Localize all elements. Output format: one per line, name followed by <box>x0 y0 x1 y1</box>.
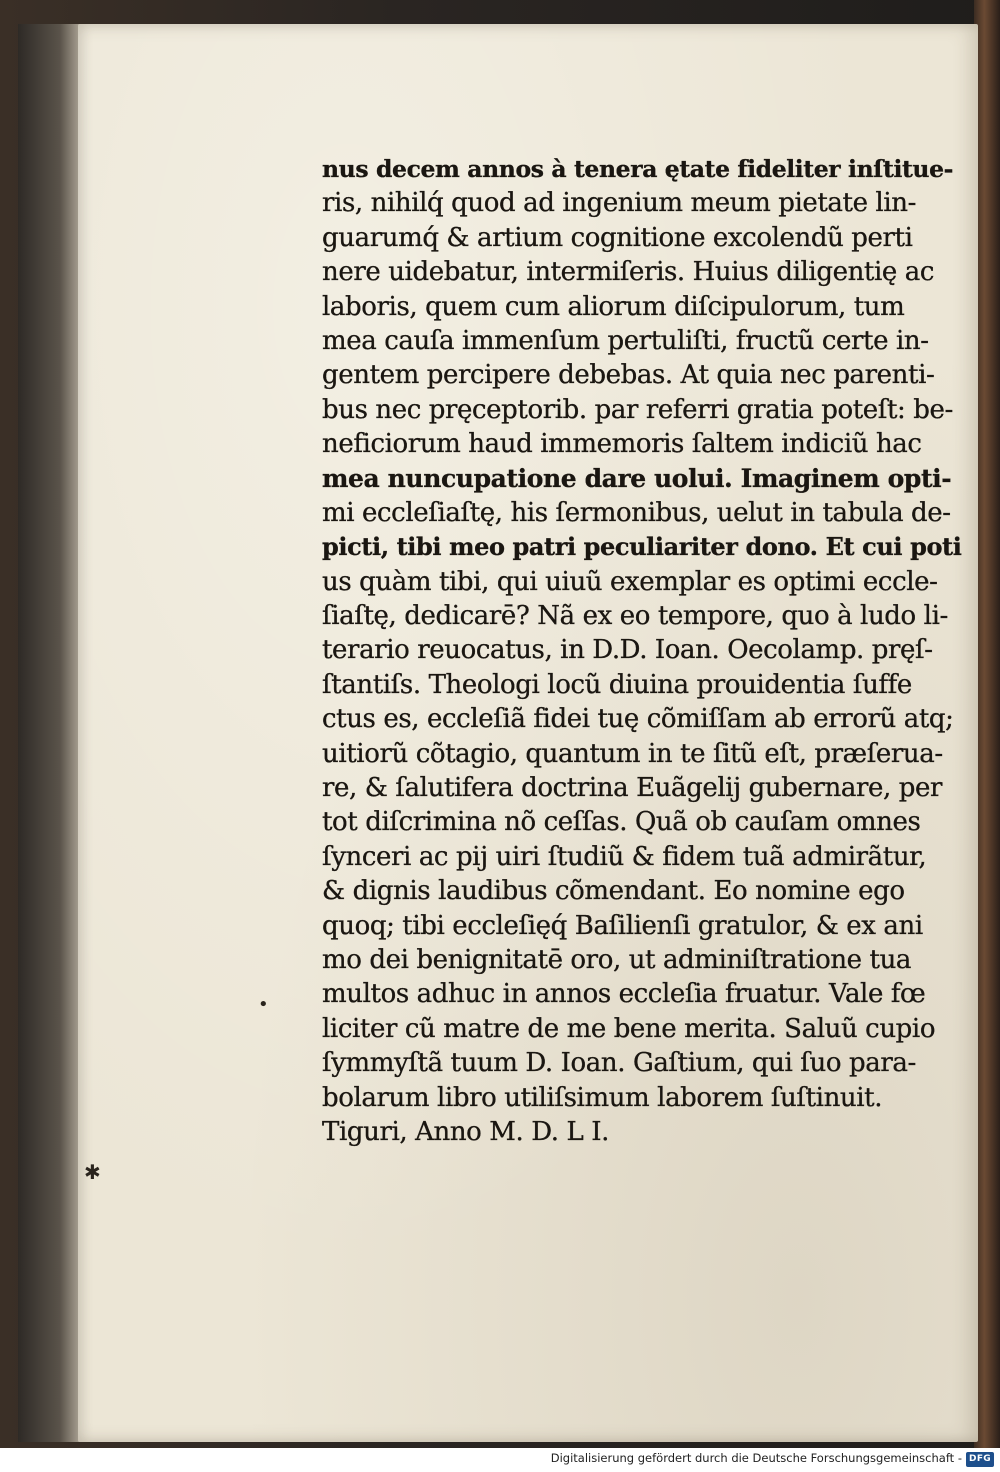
text-line: gentem percipere debebas. At quia nec parenti- <box>322 360 935 391</box>
text-line: liciter cũ matre de me bene merita. Saluũ cupio <box>322 1013 936 1044</box>
text-line: nere uidebatur, intermiſeris. Huius diligentię ac <box>322 257 934 288</box>
text-line: nus decem annos à tenera ętate fideliter inſtitue- <box>322 155 954 183</box>
text-line: ſiaſtę, dedicarē? Nã ex eo tempore, quo à ludo li- <box>322 601 948 632</box>
text-line: uitiorũ cõtagio, quantum in te ſitũ eſt, præſerua- <box>322 738 943 769</box>
text-line: bolarum libro utiliſsimum laborem ſuſtinuit. <box>322 1082 883 1113</box>
text-line: mo dei benignitatē oro, ut adminiſtratione tua <box>322 944 912 975</box>
text-line: ctus es, eccleſiã fidei tuę cõmiſſam ab errorũ atq; <box>322 704 954 735</box>
text-line: & dignis laudibus cõmendant. Eo nomine ego <box>322 876 905 907</box>
text-line: mea nuncupatione dare uolui. Imaginem opti- <box>322 463 952 493</box>
text-line: re, & ſalutifera doctrina Euãgelij gubernare, per <box>322 773 942 804</box>
text-line: ſtantiſs. Theologi locũ diuina prouidentia ſuffe <box>322 669 912 700</box>
text-line: quoq; tibi eccleſięq́ Baſilienſi gratulor, & ex ani <box>322 910 923 941</box>
text-line: us quàm tibi, qui uiuũ exemplar es optimi eccle- <box>322 566 938 597</box>
funding-credit: Digitalisierung gefördert durch die Deutsche Forschungsgemeinschaft - <box>550 1451 962 1465</box>
dfg-logo-icon: DFG <box>966 1452 994 1467</box>
text-line: ſynceri ac pij uiri ſtudiũ & fidem tuã admirãtur, <box>322 841 927 872</box>
text-line: picti, tibi meo patri peculiariter dono. Et cui poti <box>322 532 962 562</box>
marginal-dot-mark: • <box>258 994 269 1015</box>
text-line: terario reuocatus, in D.D. Ioan. Oecolamp. pręſ- <box>322 635 933 666</box>
marginal-ink-blot: ✱ <box>84 1160 101 1184</box>
text-line: mea cauſa immenſum pertuliſti, fructũ certe in- <box>322 325 929 356</box>
text-line: tot diſcrimina nõ ceſſas. Quã ob cauſam omnes <box>322 807 921 838</box>
text-line: laboris, quem cum aliorum diſcipulorum, tum <box>322 291 905 322</box>
text-line: guarumq́ & artium cognitione excolendũ perti <box>322 222 913 253</box>
text-line: neficiorum haud immemoris ſaltem indiciũ hac <box>322 429 922 460</box>
text-line: ris, nihilq́ quod ad ingenium meum pietate lin- <box>322 188 916 219</box>
text-line: ſymmyſtã tuum D. Ioan. Gaſtium, qui ſuo para- <box>322 1048 916 1079</box>
closing-line: Tiguri, Anno M. D. L I. <box>322 1116 609 1147</box>
text-line: bus nec pręceptorib. par referri gratia poteſt: be- <box>322 394 953 425</box>
page-text-block <box>322 152 962 1149</box>
footer-bar <box>0 1448 1000 1472</box>
text-line: multos adhuc in annos eccleſia fruatur. Vale fœ <box>322 979 926 1010</box>
text-line: mi eccleſiaſtę, his ſermonibus, uelut in tabula de- <box>322 497 951 528</box>
